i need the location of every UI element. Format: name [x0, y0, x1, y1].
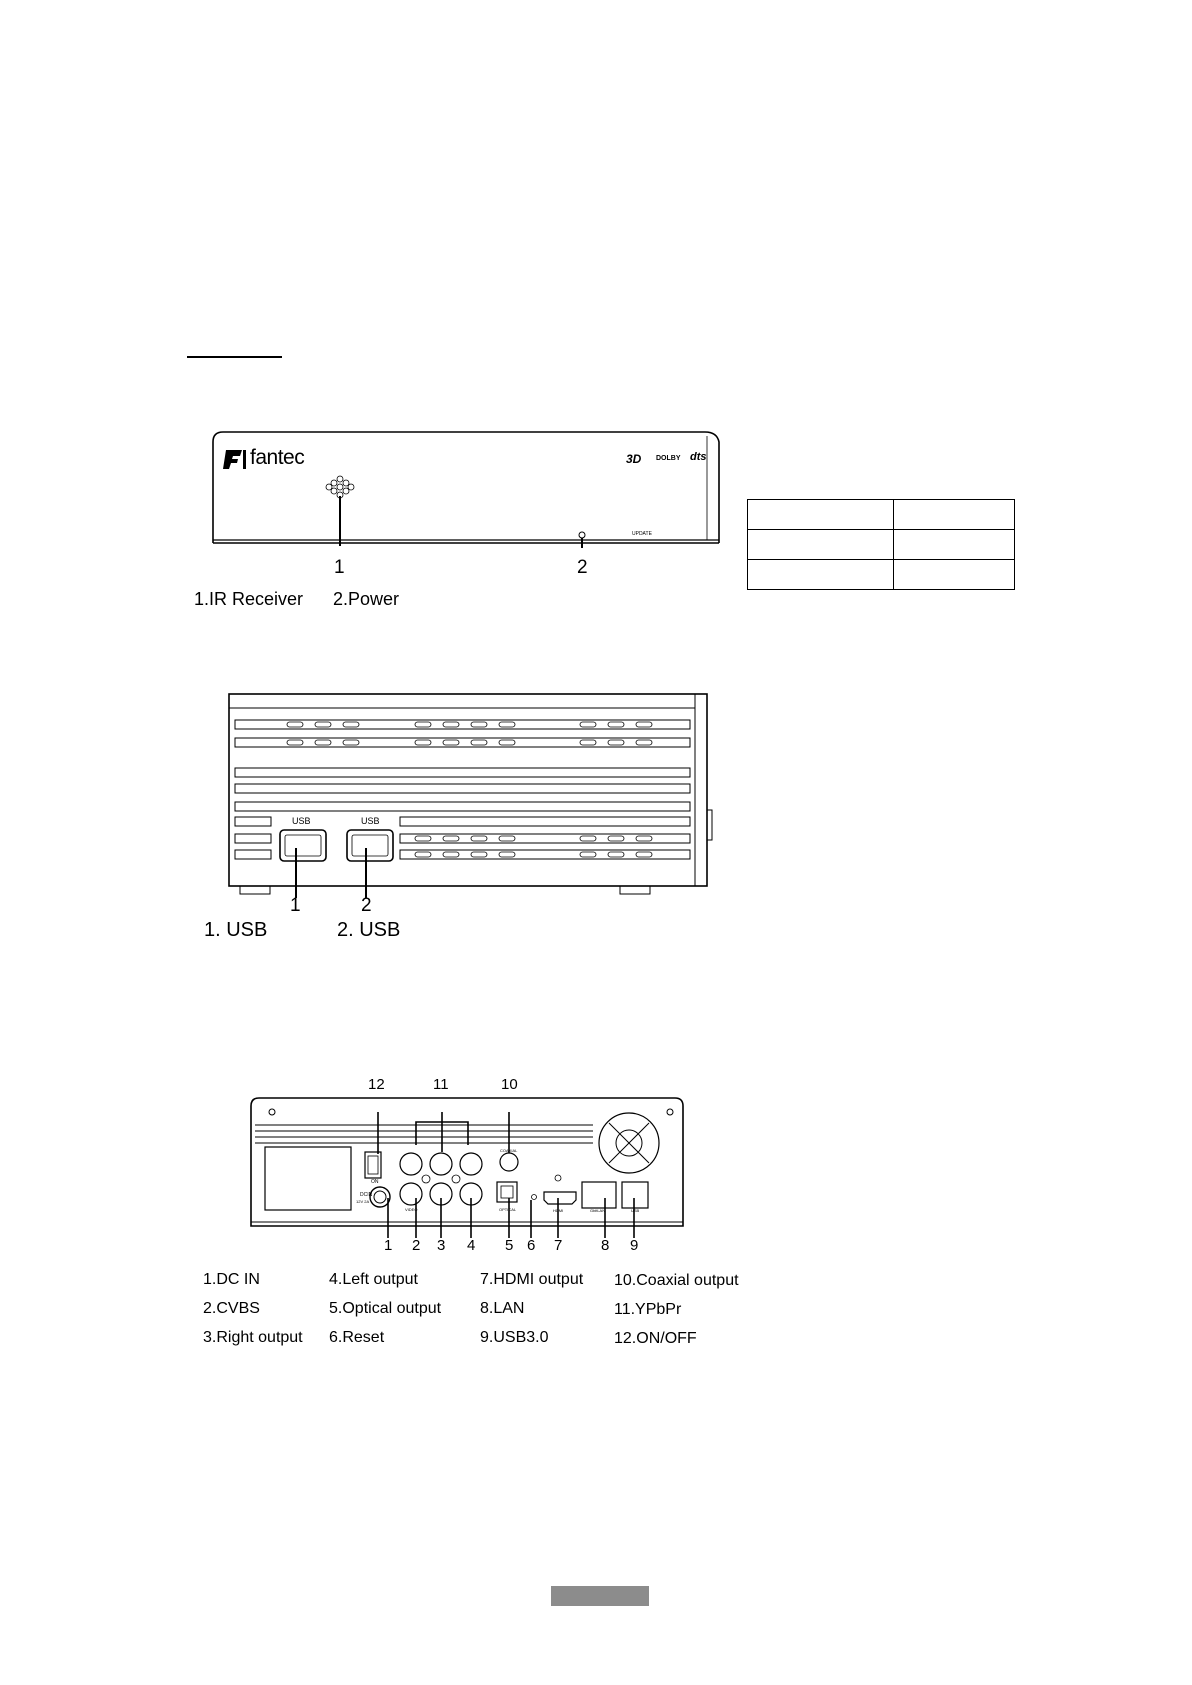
side-legend-usb-1: 1. USB — [204, 919, 268, 941]
rear-port-label-video: VIDEO — [405, 1207, 418, 1212]
table-row — [748, 530, 1015, 560]
rear-legend-right-output: 3.Right output — [203, 1329, 303, 1346]
table-row — [748, 560, 1015, 590]
side-panel-diagram — [225, 690, 715, 910]
rear-legend-hdmi-output: 7.HDMI output — [480, 1271, 584, 1288]
usb-port-1-icon — [280, 830, 326, 861]
rear-callout-11: 11 — [433, 1076, 449, 1093]
table-cell — [894, 500, 1015, 530]
table-row — [748, 500, 1015, 530]
coaxial-jack-icon — [500, 1153, 518, 1171]
badge-3d: 3D — [626, 452, 642, 466]
page-number-bar — [551, 1586, 649, 1606]
rear-port-label-lan: GbitLAN — [590, 1208, 606, 1213]
table-cell — [894, 530, 1015, 560]
table-cell — [748, 500, 894, 530]
power-switch-icon — [365, 1152, 381, 1178]
fan-icon — [599, 1113, 659, 1173]
side-legend-usb-2: 2. USB — [337, 919, 401, 941]
rear-port-label-optical: OPTICAL — [499, 1207, 517, 1212]
rear-legend-ypbpr: 11.YPbPr — [614, 1301, 682, 1318]
rear-port-label-coaxial: COAXIAL — [500, 1148, 518, 1153]
optical-port-icon — [497, 1182, 517, 1202]
hdmi-port-icon — [544, 1192, 576, 1204]
table-cell — [748, 530, 894, 560]
usb-port-2-label: USB — [361, 816, 380, 826]
rear-legend-left-output: 4.Left output — [329, 1271, 418, 1288]
rear-callout-3: 3 — [437, 1237, 446, 1254]
section-heading-underline — [187, 356, 282, 358]
front-callout-1: 1 — [334, 557, 345, 578]
side-callout-2: 2 — [361, 895, 372, 916]
rear-legend-on-off: 12.ON/OFF — [614, 1330, 697, 1347]
rear-port-label-dcin: DCIN — [360, 1192, 373, 1198]
rear-port-label-hdmi: HDMI — [553, 1208, 564, 1213]
table-cell — [894, 560, 1015, 590]
rear-panel-diagram — [245, 1090, 695, 1240]
rear-legend-coaxial-output: 10.Coaxial output — [614, 1272, 739, 1289]
front-callout-2: 2 — [577, 557, 588, 578]
rear-callout-7: 7 — [554, 1237, 563, 1254]
rear-callout-5: 5 — [505, 1237, 514, 1254]
dc-in-jack-icon — [370, 1187, 390, 1207]
rear-legend-usb3: 9.USB3.0 — [480, 1329, 549, 1346]
fantec-logo-icon — [223, 450, 246, 469]
rear-port-label-usb: USB — [631, 1208, 640, 1213]
rear-port-label-dcin-spec: 12V 2A — [356, 1199, 370, 1204]
ir-receiver-icon — [326, 476, 354, 498]
rear-legend-reset: 6.Reset — [329, 1329, 385, 1346]
rear-legend-lan: 8.LAN — [480, 1300, 525, 1317]
badge-dts: dts — [690, 451, 707, 463]
brand-name: fantec — [250, 446, 305, 469]
rear-legend-optical-output: 5.Optical output — [329, 1300, 442, 1317]
badge-dolby: DOLBY — [656, 455, 681, 462]
update-label: UPDATE — [632, 531, 652, 537]
rear-callout-6: 6 — [527, 1237, 536, 1254]
usb-port-1-label: USB — [292, 816, 311, 826]
table-cell — [748, 560, 894, 590]
rear-callout-4: 4 — [467, 1237, 476, 1254]
power-indicator-icon — [579, 532, 585, 538]
side-callout-1: 1 — [290, 895, 301, 916]
rear-callout-2: 2 — [412, 1237, 421, 1254]
rear-callout-12: 12 — [368, 1076, 385, 1093]
rca-jacks-icon — [400, 1153, 482, 1205]
reset-button-icon — [532, 1195, 537, 1200]
usb3-port-icon — [622, 1182, 648, 1208]
rear-port-label-pwr: ON — [371, 1179, 379, 1185]
rear-callout-9: 9 — [630, 1237, 639, 1254]
spec-table — [747, 499, 1015, 590]
rear-callout-8: 8 — [601, 1237, 610, 1254]
rear-callout-1: 1 — [384, 1237, 393, 1254]
front-legend-power: 2.Power — [333, 589, 400, 609]
lan-port-icon — [582, 1182, 616, 1208]
rear-callout-10: 10 — [501, 1076, 518, 1093]
rear-legend-dc-in: 1.DC IN — [203, 1271, 260, 1288]
front-legend-ir-receiver: 1.IR Receiver — [194, 589, 304, 609]
rear-legend-cvbs: 2.CVBS — [203, 1300, 260, 1317]
usb-port-2-icon — [347, 830, 393, 861]
